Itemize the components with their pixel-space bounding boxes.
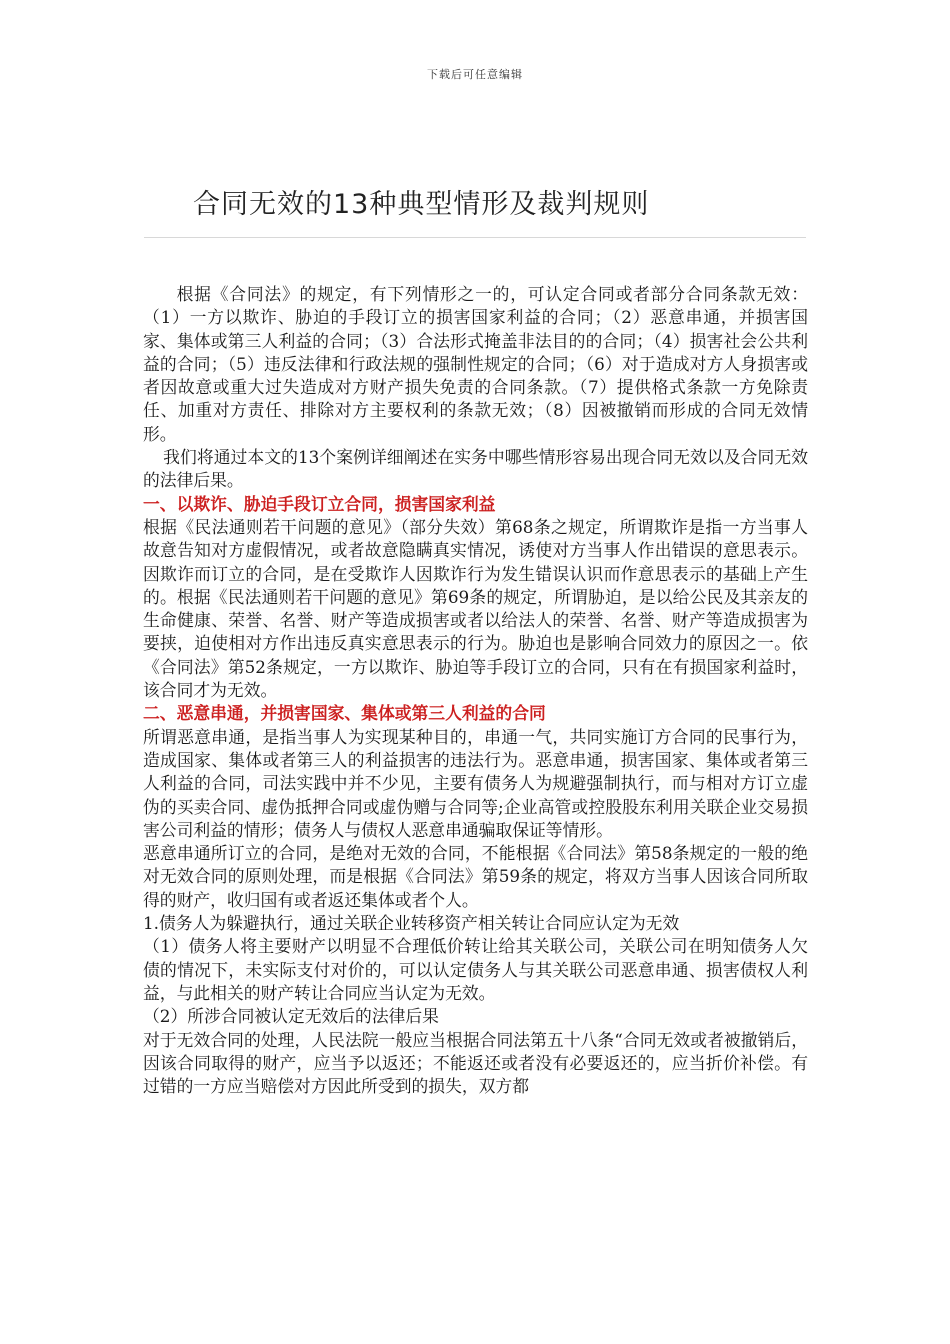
section-heading-2: 二、恶意串通，并损害国家、集体或第三人利益的合同 <box>143 703 546 724</box>
intro-paragraph: 根据《合同法》的规定，有下列情形之一的，可认定合同或者部分合同条款无效：（1）一方以欺诈、胁迫的手段订立的损害国家利益的合同；（2）恶意串通，并损害国家、集体或第三人利益的合同；（3）合法形式掩盖非法目的的合同；（4）损害社会公共利益的合同；（5）违反法律和行政法规的强制性规定的合同；（6）对于造成对方人身损害或者因故意或重大过失造成对方财产损失免责的合同条款。（7）提供格式条款一方免除责任、加重对方责任、排除对方主要权利的条款无效；（8）因被撤销而形成的合同无效情形。 <box>143 284 808 444</box>
subsection-heading-1: 1.债务人为躲避执行，通过关联企业转移资产相关转让合同应认定为无效 <box>143 913 680 934</box>
title-divider <box>144 237 806 238</box>
section-1-paragraph: 根据《民法通则若干问题的意见》（部分失效）第68条之规定，所谓欺诈是指一方当事人故意告知对方虚假情况，或者故意隐瞒真实情况，诱使对方当事人作出错误的意思表示。因欺诈而订立的合同，是在受欺诈人因欺诈行为发生错误认识而作意思表示的基础上产生的。根据《民法通则若干问题的意见》第69条的规定，所谓胁迫，是以给公民及其亲友的生命健康、荣誉、名誉、财产等造成损害或者以给法人的荣誉、名誉、财产等造成损害为要挟，迫使相对方作出违反真实意思表示的行为。胁迫也是影响合同效力的原因之一。依《合同法》第52条规定，一方以欺诈、胁迫等手段订立的合同，只有在有损国家利益时，该合同才为无效。 <box>143 516 808 701</box>
subsection-item-1: （1）债务人将主要财产以明显不合理低价转让给其关联公司，关联公司在明知债务人欠债的情况下，未实际支付对价的，可以认定债务人与其关联公司恶意串通、损害债权人利益，与此相关的财产转让合同应当认定为无效。 <box>143 936 808 1003</box>
header-note: 下载后可任意编辑 <box>427 68 523 81</box>
page-title: 合同无效的13种典型情形及裁判规则 <box>193 189 650 220</box>
section-2-paragraph-3: 对于无效合同的处理，人民法院一般应当根据合同法第五十八条“合同无效或者被撤销后，因该合同取得的财产，应当予以返还；不能返还或者没有必要返还的，应当折价补偿。有过错的一方应当赔偿对方因此所受到的损失，双方都 <box>143 1029 808 1097</box>
document-body <box>143 283 808 1098</box>
intro-paragraph-2: 我们将通过本文的13个案例详细阐述在实务中哪些情形容易出现合同无效以及合同无效的法律后果。 <box>143 447 808 491</box>
section-2-paragraph-2: 恶意串通所订立的合同，是绝对无效的合同，不能根据《合同法》第58条规定的一般的绝对无效合同的原则处理，而是根据《合同法》第59条的规定，将双方当事人因该合同所取得的财产，收归国有或者返还集体或者个人。 <box>143 843 808 910</box>
subsection-item-2: （2）所涉合同被认定无效后的法律后果 <box>143 1006 439 1027</box>
section-2-paragraph-1: 所谓恶意串通，是指当事人为实现某种目的，串通一气，共同实施订方合同的民事行为，造成国家、集体或者第三人的利益损害的违法行为。恶意串通，损害国家、集体或者第三人利益的合同，司法实践中并不少见，主要有债务人为规避强制执行，而与相对方订立虚伪的买卖合同、虚伪抵押合同或虚伪赠与合同等;企业高管或控股股东利用关联企业交易损害公司利益的情形；债务人与债权人恶意串通骗取保证等情形。 <box>143 726 808 840</box>
section-heading-1: 一、以欺诈、胁迫手段订立合同，损害国家利益 <box>143 493 496 514</box>
